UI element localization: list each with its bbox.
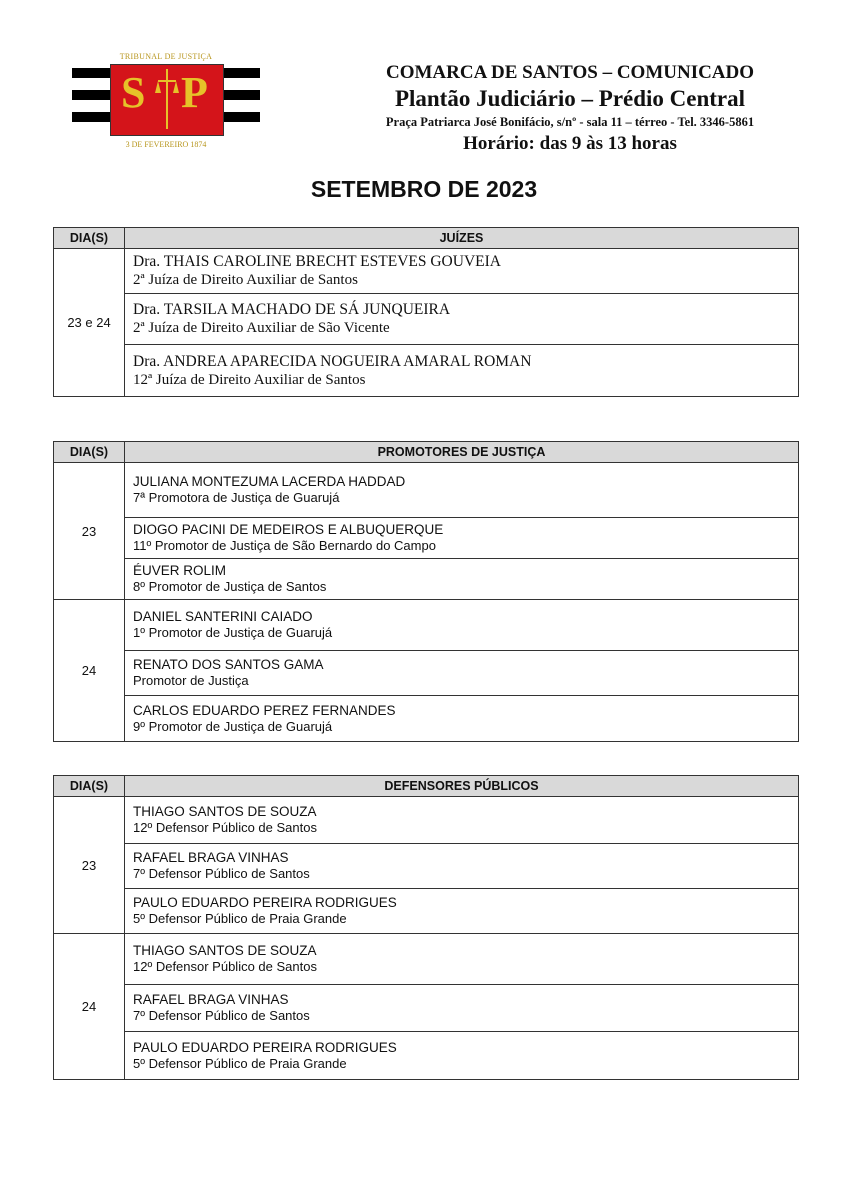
header-hours: Horário: das 9 às 13 horas: [463, 133, 677, 154]
table-row: [54, 934, 799, 985]
person-cell: [125, 1032, 799, 1080]
person-cell: [125, 600, 799, 651]
person-role: 7º Defensor Público de Santos: [133, 866, 310, 881]
person-name: CARLOS EDUARDO PEREZ FERNANDES: [133, 702, 396, 718]
defenders-table: [53, 775, 799, 1080]
table-row: [54, 345, 799, 397]
person-role: 9º Promotor de Justiça de Guarujá: [133, 718, 333, 734]
person-role: 7º Defensor Público de Santos: [133, 1008, 310, 1023]
col-header-day: DIA(S): [54, 228, 125, 249]
person-role: 2ª Juíza de Direito Auxiliar de Santos: [133, 272, 358, 288]
header-subtitle: Plantão Judiciário – Prédio Central: [394, 86, 746, 111]
person-cell: [125, 889, 799, 934]
person-cell: [125, 844, 799, 889]
person-role: 5º Defensor Público de Praia Grande: [133, 1055, 347, 1071]
table-row: [54, 1032, 799, 1080]
table-row: [54, 696, 799, 742]
person-name: DIOGO PACINI DE MEDEIROS E ALBUQUERQUE: [133, 522, 444, 537]
person-name: RAFAEL BRAGA VINHAS: [133, 992, 289, 1007]
person-role: 7ª Promotora de Justiça de Guarujá: [133, 490, 340, 505]
logo-shield: [110, 64, 224, 136]
sword-scales-icon: [155, 67, 179, 133]
person-cell: [125, 934, 799, 985]
col-header-day: DIA(S): [54, 442, 125, 463]
col-header-day: DIA(S): [54, 776, 125, 797]
person-role: 2ª Juíza de Direito Auxiliar de São Vicente: [133, 320, 390, 336]
day-cell: 23: [54, 797, 125, 934]
table-row: [54, 797, 799, 844]
person-name: THIAGO SANTOS DE SOUZA: [133, 943, 317, 958]
table-row: [54, 600, 799, 651]
person-name: Dra. TARSILA MACHADO DE SÁ JUNQUEIRA: [133, 301, 451, 318]
prosecutors-table: [53, 441, 799, 742]
person-name: PAULO EDUARDO PEREIRA RODRIGUES: [133, 895, 397, 910]
person-role: Promotor de Justiça: [133, 673, 249, 688]
person-cell: [125, 294, 799, 345]
header-address: Praça Patriarca José Bonifácio, s/nº - sala 11 – térreo - Tel. 3346-5861: [385, 115, 755, 129]
person-cell: [125, 651, 799, 696]
table-row: [54, 651, 799, 696]
person-cell: [125, 249, 799, 294]
person-role: 11º Promotor de Justiça de São Bernardo do Campo: [133, 538, 436, 553]
day-cell: 24: [54, 934, 125, 1080]
person-role: 12º Defensor Público de Santos: [133, 959, 317, 974]
person-role: 12ª Juíza de Direito Auxiliar de Santos: [133, 371, 366, 388]
person-role: 5º Defensor Público de Praia Grande: [133, 911, 347, 926]
table-row: [54, 463, 799, 518]
person-cell: [125, 345, 799, 397]
person-name: ÉUVER ROLIM: [133, 563, 227, 578]
person-role: 1º Promotor de Justiça de Guarujá: [133, 625, 333, 640]
table-row: [54, 559, 799, 600]
table-row: [54, 844, 799, 889]
day-cell: 23: [54, 463, 125, 600]
person-name: RAFAEL BRAGA VINHAS: [133, 850, 289, 865]
table-row: [54, 294, 799, 345]
table-row: [54, 985, 799, 1032]
col-header-judges: JUÍZES: [125, 228, 799, 249]
table-row: [54, 249, 799, 294]
person-cell: [125, 797, 799, 844]
person-role: 8º Promotor de Justiça de Santos: [133, 579, 327, 594]
person-cell: [125, 463, 799, 518]
judges-table: [53, 227, 799, 397]
day-cell: 24: [54, 600, 125, 742]
header-title: COMARCA DE SANTOS – COMUNICADO: [385, 62, 755, 83]
logo-bottom-text: 3 DE FEVEREIRO 1874: [125, 140, 207, 149]
day-cell: 23 e 24: [54, 249, 125, 397]
col-header-prosecutors: PROMOTORES DE JUSTIÇA: [125, 442, 799, 463]
person-role: 12º Defensor Público de Santos: [133, 820, 317, 835]
person-cell: [125, 985, 799, 1032]
month-heading: SETEMBRO DE 2023: [310, 176, 538, 202]
person-cell: [125, 518, 799, 559]
logo-top-text: TRIBUNAL DE JUSTIÇA: [119, 52, 213, 61]
table-row: [54, 518, 799, 559]
person-name: JULIANA MONTEZUMA LACERDA HADDAD: [133, 474, 406, 489]
person-name: DANIEL SANTERINI CAIADO: [133, 609, 313, 624]
court-logo: [72, 52, 260, 152]
person-name: RENATO DOS SANTOS GAMA: [133, 657, 324, 672]
col-header-defenders: DEFENSORES PÚBLICOS: [125, 776, 799, 797]
person-name: THIAGO SANTOS DE SOUZA: [133, 804, 317, 819]
person-name: Dra. THAIS CAROLINE BRECHT ESTEVES GOUVEIA: [133, 253, 501, 270]
person-cell: [125, 559, 799, 600]
person-cell: [125, 696, 799, 742]
person-name: Dra. ANDREA APARECIDA NOGUEIRA AMARAL ROMAN: [133, 352, 532, 370]
table-row: [54, 889, 799, 934]
logo-letter-s: S: [121, 68, 146, 117]
logo-letter-p: P: [181, 68, 208, 117]
person-name: PAULO EDUARDO PEREIRA RODRIGUES: [133, 1039, 397, 1055]
